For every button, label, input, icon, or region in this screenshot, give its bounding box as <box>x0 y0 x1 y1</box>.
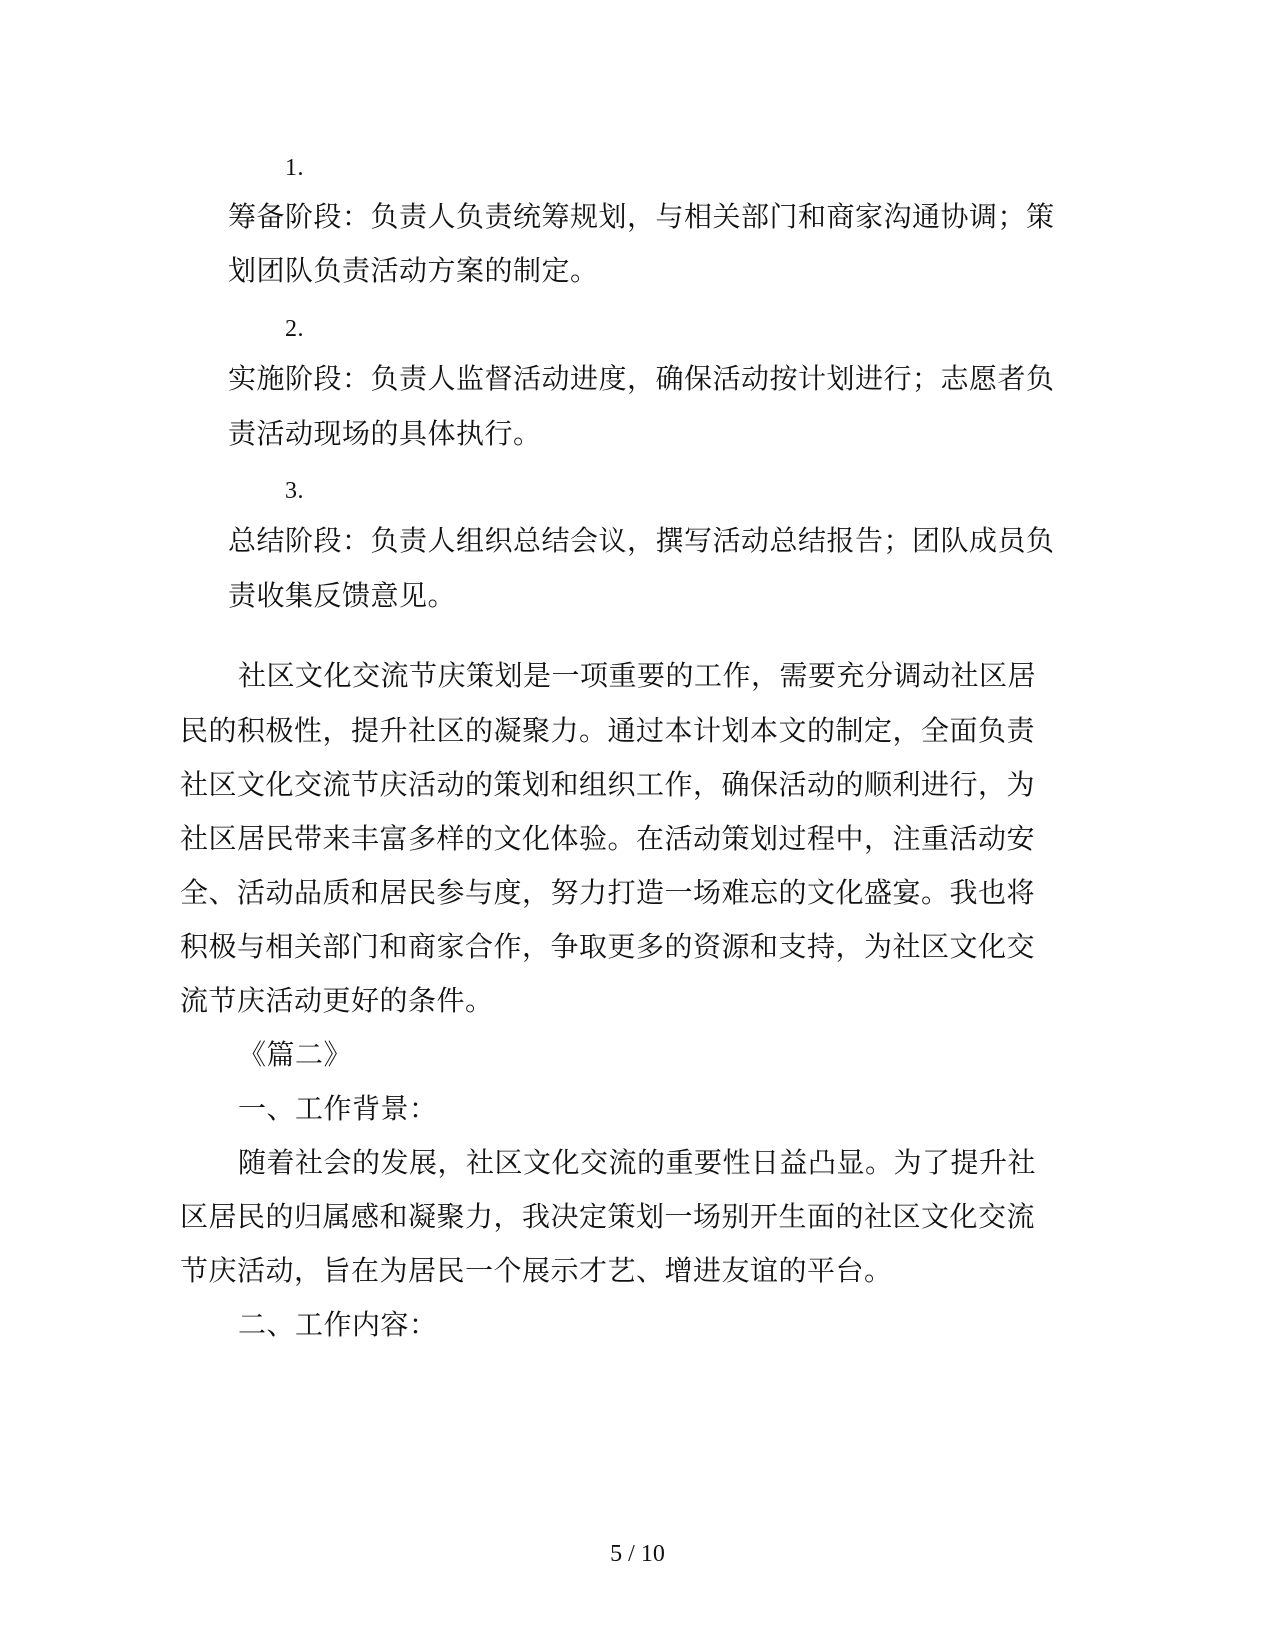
background-paragraph-line: 区居民的归属感和凝聚力，我决定策划一场别开生面的社区文化交流 <box>180 1200 1036 1233</box>
background-paragraph-line: 随着社会的发展，社区文化交流的重要性日益凸显。为了提升社 <box>238 1146 1037 1179</box>
section-heading: 《篇二》 <box>238 1038 353 1071</box>
list-item-number: 2. <box>285 316 304 342</box>
background-heading: 一、工作背景： <box>238 1092 438 1125</box>
page-number: 5 / 10 <box>610 1541 665 1567</box>
summary-paragraph-line: 民的积极性，提升社区的凝聚力。通过本计划本文的制定，全面负责 <box>180 714 1036 747</box>
summary-paragraph-line: 社区文化交流节庆策划是一项重要的工作，需要充分调动社区居 <box>238 659 1037 692</box>
background-paragraph-line: 节庆活动，旨在为居民一个展示才艺、增进友谊的平台。 <box>180 1254 893 1287</box>
list-item-text-line: 责活动现场的具体执行。 <box>228 417 542 450</box>
list-item-text-line: 实施阶段：负责人监督活动进度，确保活动按计划进行；志愿者负 <box>228 362 1055 395</box>
list-item-text-line: 责收集反馈意见。 <box>228 579 457 612</box>
summary-paragraph-line: 全、活动品质和居民参与度，努力打造一场难忘的文化盛宴。我也将 <box>180 876 1036 909</box>
summary-paragraph-line: 积极与相关部门和商家合作，争取更多的资源和支持，为社区文化交 <box>180 930 1036 963</box>
list-item-text-line: 总结阶段：负责人组织总结会议，撰写活动总结报告；团队成员负 <box>228 524 1055 557</box>
list-item-number: 3. <box>285 478 304 504</box>
summary-paragraph-line: 流节庆活动更好的条件。 <box>180 984 494 1017</box>
content-heading: 二、工作内容： <box>238 1308 438 1341</box>
summary-paragraph-line: 社区居民带来丰富多样的文化体验。在活动策划过程中，注重活动安 <box>180 822 1036 855</box>
list-item-number: 1. <box>285 155 304 181</box>
list-item-text-line: 划团队负责活动方案的制定。 <box>228 254 599 287</box>
summary-paragraph-line: 社区文化交流节庆活动的策划和组织工作，确保活动的顺利进行，为 <box>180 768 1036 801</box>
list-item-text-line: 筹备阶段：负责人负责统筹规划，与相关部门和商家沟通协调；策 <box>228 200 1055 233</box>
